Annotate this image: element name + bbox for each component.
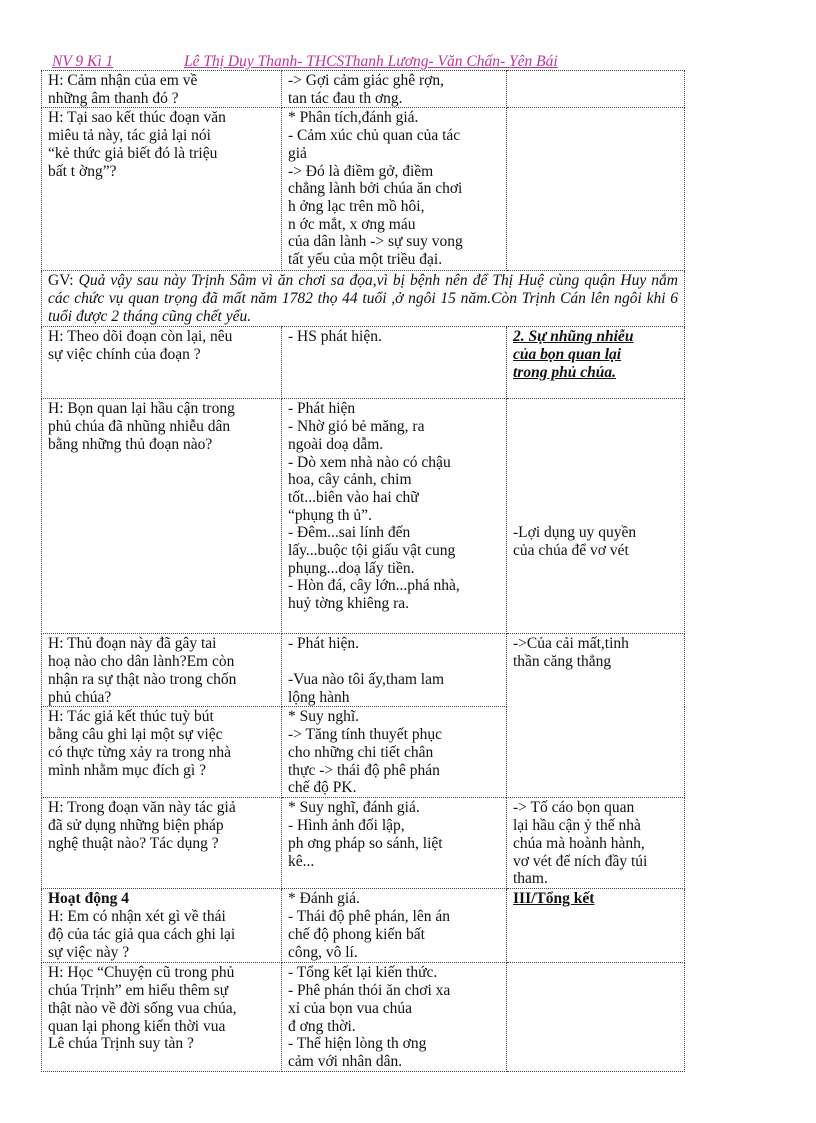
question-cell bbox=[42, 963, 282, 1071]
text-line: - Dò xem nhà nào có chậu bbox=[288, 453, 451, 471]
text-line: xỉ của bọn vua chúa bbox=[288, 999, 412, 1017]
text-line: * Đánh giá. bbox=[288, 890, 360, 908]
note-cell bbox=[507, 108, 685, 271]
text-line: công, vô lí. bbox=[288, 943, 358, 961]
text-line: “phụng th ủ”. bbox=[288, 506, 372, 524]
text-line: sự việc này ? bbox=[48, 943, 130, 961]
text-line: - Hình ảnh đối lập, bbox=[288, 817, 405, 835]
table-row bbox=[42, 71, 685, 108]
text-line: * Suy nghĩ. bbox=[288, 708, 360, 726]
table-row bbox=[42, 327, 685, 399]
text-line: H: Thủ đoạn này đã gây tai bbox=[48, 635, 217, 653]
section-heading: III/Tổng kết bbox=[513, 890, 595, 908]
note-cell bbox=[507, 889, 685, 963]
text-line: có thực từng xảy ra trong nhà bbox=[48, 743, 231, 761]
text-line: nhận ra sự thật nào trong chốn bbox=[48, 670, 237, 688]
answer-cell bbox=[282, 71, 507, 108]
note-cell bbox=[507, 71, 685, 108]
text-line: đã sử dụng những biện pháp bbox=[48, 817, 224, 835]
question-cell bbox=[42, 889, 282, 963]
lesson-table bbox=[41, 70, 685, 1072]
text-line: thực -> thái độ phê phán bbox=[288, 761, 440, 779]
section-heading: của bọn quan lại bbox=[513, 346, 622, 364]
text-line bbox=[288, 653, 500, 671]
header-left: NV 9 Kì 1 bbox=[52, 53, 114, 70]
text-line: lấy...buộc tội giấu vật cung bbox=[288, 542, 456, 560]
text-line: lại hầu cận ỷ thế nhà bbox=[513, 817, 641, 835]
text-line: chúa Trịnh” em hiểu thêm sự bbox=[48, 982, 229, 1000]
answer-cell bbox=[282, 963, 507, 1071]
text-line: H: Cảm nhận của em về bbox=[48, 72, 198, 89]
text-line: - Nhờ gió bẻ măng, ra bbox=[288, 418, 425, 436]
text-line: H: Bọn quan lại hầu cận trong bbox=[48, 400, 235, 418]
question-cell bbox=[42, 707, 282, 798]
text-line: kê... bbox=[288, 852, 315, 870]
text-line: ph ơng pháp so sánh, liệt bbox=[288, 834, 443, 852]
text-line: bất t ờng”? bbox=[48, 162, 117, 180]
page-header bbox=[52, 53, 692, 71]
text-line: của chúa để vơ vét bbox=[513, 542, 629, 560]
text-line: - Hòn đá, cây lớn...phá nhà, bbox=[288, 577, 460, 595]
text-line: - Thái độ phê phán, lên án bbox=[288, 908, 450, 926]
text-line: H: Tác giả kết thúc tuỳ bút bbox=[48, 708, 214, 726]
text-line: “kẻ thức giả biết đó là triệu bbox=[48, 144, 218, 162]
text-line: phủ chúa đã nhũng nhiễu dân bbox=[48, 418, 231, 436]
table-row bbox=[42, 108, 685, 271]
activity-heading: Hoạt động 4 bbox=[48, 890, 129, 908]
text-line: - Cảm xúc chủ quan của tác bbox=[288, 127, 461, 145]
text-line: - Phát hiện bbox=[288, 400, 356, 418]
text-line: quan lại phong kiến thời vua bbox=[48, 1017, 226, 1035]
text-line: giả bbox=[288, 144, 307, 162]
answer-cell bbox=[282, 108, 507, 271]
text-line: huỷ tờng khiêng ra. bbox=[288, 595, 409, 613]
text-line: bằng những thủ đoạn nào? bbox=[48, 435, 213, 453]
text-line: mình nhằm mục đích gì ? bbox=[48, 761, 206, 779]
text-line: nghệ thuật nào? Tác dụng ? bbox=[48, 834, 219, 852]
text-line: * Phân tích,đánh giá. bbox=[288, 109, 419, 127]
text-line: chẳng lành bởi chúa ăn chơi bbox=[288, 180, 463, 198]
answer-cell bbox=[282, 798, 507, 889]
text-line: hoạ nào cho dân lành?Em còn bbox=[48, 653, 235, 671]
table-row bbox=[42, 889, 685, 963]
text-line: H: Trong đoạn văn này tác giả bbox=[48, 799, 236, 817]
answer-cell bbox=[282, 399, 507, 634]
text-line: * Suy nghĩ, đánh giá. bbox=[288, 799, 420, 817]
answer-cell bbox=[282, 889, 507, 963]
text-line: tốt...biên vào hai chữ bbox=[288, 488, 419, 506]
text-line: sự việc chính của đoạn ? bbox=[48, 346, 201, 364]
header-right: Lê Thị Duy Thanh- THCSThanh Lương- Văn Chấn- Yên Bái bbox=[184, 53, 558, 70]
text-line: - Phê phán thói ăn chơi xa bbox=[288, 982, 451, 1000]
text-line: H: Theo dõi đoạn còn lại, nêu bbox=[48, 328, 233, 346]
text-line: những âm thanh đó ? bbox=[48, 89, 179, 107]
text-line: -> Tăng tính thuyết phục bbox=[288, 726, 442, 744]
answer-cell bbox=[282, 707, 507, 798]
table-row bbox=[42, 798, 685, 889]
note-cell bbox=[507, 634, 685, 798]
text-line: - Thể hiện lòng th ơng bbox=[288, 1035, 427, 1053]
text-line: tham. bbox=[513, 870, 548, 888]
gv-note-cell bbox=[42, 271, 685, 327]
text-line: -Vua nào tôi ấy,tham lam bbox=[288, 670, 445, 688]
text-line: tất yếu của một triều đại. bbox=[288, 251, 443, 269]
note-cell bbox=[507, 963, 685, 1071]
text-line: - HS phát hiện. bbox=[288, 328, 382, 346]
table-row bbox=[42, 634, 685, 707]
text-line: -Lợi dụng uy quyền bbox=[513, 524, 637, 542]
text-line: h ởng lạc trên mồ hôi, bbox=[288, 197, 425, 215]
text-line: đ ơng thời. bbox=[288, 1017, 356, 1035]
text-line: -> Đó là điềm gở, điềm bbox=[288, 162, 434, 180]
question-cell bbox=[42, 327, 282, 399]
text-line: vơ vét để ních đầy túi bbox=[513, 852, 648, 870]
text-line: n ớc mắt, x ơng máu bbox=[288, 215, 416, 233]
question-cell bbox=[42, 399, 282, 634]
gv-text: Quả vậy sau này Trịnh Sâm vì ăn chơi sa đọa,vì bị bệnh nên để Thị Huệ cùng quận Huy nắm các chức vụ quan trọng đã mất năm 1782 thọ 44 tuổi ,ở ngôi 15 năm.Còn Trịnh Cán lên ngôi khi 6 tuổi được 2 tháng cũng chết yểu. bbox=[48, 272, 678, 325]
text-line: phụng...doạ lấy tiền. bbox=[288, 559, 415, 577]
text-line: H: Em có nhận xét gì về thái bbox=[48, 908, 226, 926]
table-row bbox=[42, 399, 685, 634]
gv-label: GV: bbox=[48, 272, 79, 290]
text-line: Lê chúa Trịnh suy tàn ? bbox=[48, 1035, 194, 1053]
text-line: của dân lành -> sự suy vong bbox=[288, 233, 463, 251]
text-line: thật nào về đời sống vua chúa, bbox=[48, 999, 237, 1017]
text-line: độ của tác giả qua cách ghi lại bbox=[48, 925, 236, 943]
text-line: tan tác đau th ơng. bbox=[288, 89, 403, 107]
text-line: H: Học “Chuyện cũ trong phủ bbox=[48, 964, 235, 982]
table-row bbox=[42, 963, 685, 1071]
text-line: ->Của cải mất,tinh bbox=[513, 635, 629, 653]
text-line: bằng câu ghi lại một sự việc bbox=[48, 726, 223, 744]
note-cell bbox=[507, 798, 685, 889]
text-line: ngoài doạ dẫm. bbox=[288, 435, 384, 453]
note-cell bbox=[507, 399, 685, 634]
text-line: chúa mà hoành hành, bbox=[513, 834, 645, 852]
question-cell bbox=[42, 634, 282, 707]
text-line: cảm với nhân dân. bbox=[288, 1052, 403, 1070]
text-line: -> Tố cáo bọn quan bbox=[513, 799, 635, 817]
note-cell bbox=[507, 327, 685, 399]
text-line: - Tổng kết lại kiến thức. bbox=[288, 964, 438, 982]
answer-cell bbox=[282, 634, 507, 707]
text-line: chế độ phong kiến bất bbox=[288, 925, 425, 943]
text-line: miêu tả này, tác giả lại nói bbox=[48, 127, 211, 145]
question-cell bbox=[42, 108, 282, 271]
text-line: phủ chúa? bbox=[48, 688, 112, 706]
gv-note-row bbox=[42, 271, 685, 327]
section-heading: trong phủ chúa. bbox=[513, 363, 616, 381]
text-line: - Phát hiện. bbox=[288, 635, 360, 653]
text-line: hoa, cây cảnh, chim bbox=[288, 471, 412, 489]
text-line: - Đêm...sai lính đến bbox=[288, 524, 411, 542]
text-line: -> Gợi cảm giác ghê rợn, bbox=[288, 72, 444, 89]
question-cell bbox=[42, 798, 282, 889]
text-line: lộng hành bbox=[288, 688, 350, 706]
text-line: chế độ PK. bbox=[288, 779, 357, 797]
question-cell bbox=[42, 71, 282, 108]
text-line: H: Tại sao kết thúc đoạn văn bbox=[48, 109, 226, 127]
text-line: cho những chi tiết chân bbox=[288, 743, 434, 761]
text-line: thần căng thẳng bbox=[513, 653, 612, 671]
answer-cell bbox=[282, 327, 507, 399]
section-heading: 2. Sự nhũng nhiễu bbox=[513, 328, 634, 346]
